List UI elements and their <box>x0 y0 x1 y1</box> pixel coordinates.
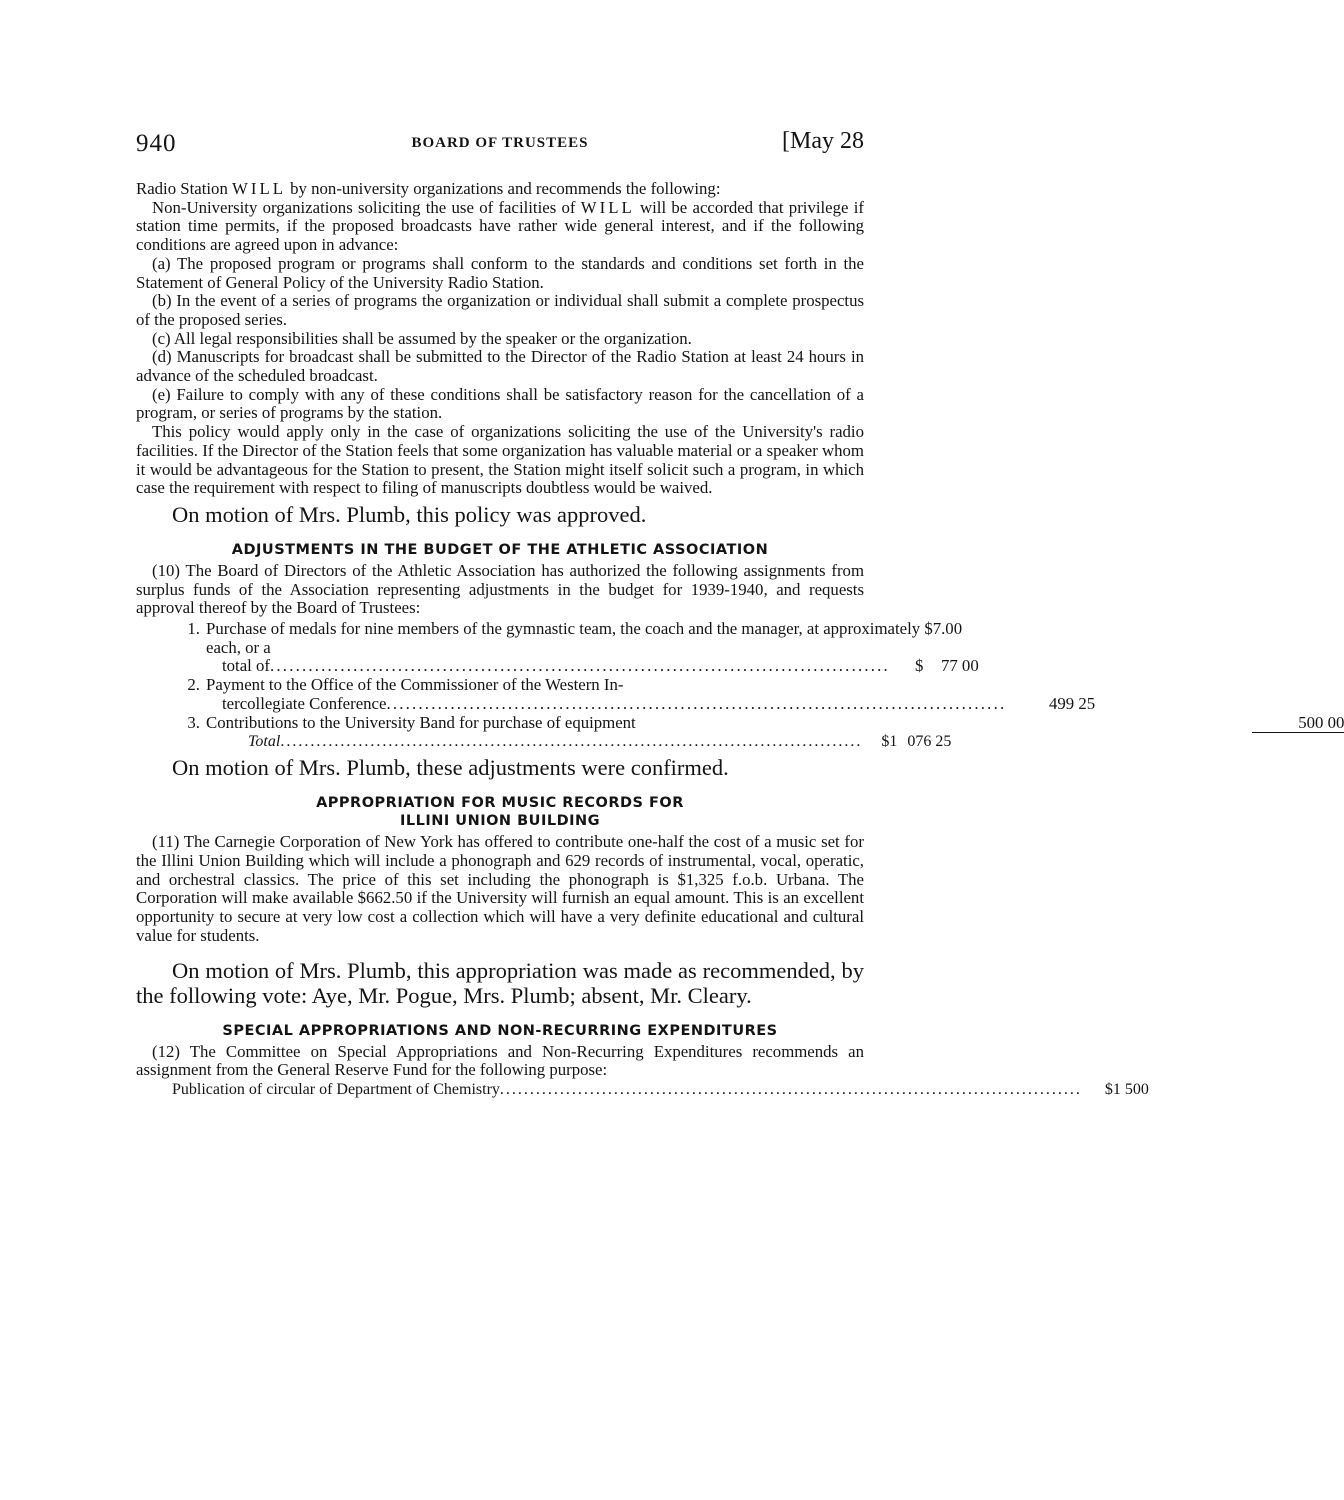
section-heading-athletic: ADJUSTMENTS IN THE BUDGET OF THE ATHLETIC ASSOCIATION <box>231 541 769 558</box>
condition-a: (a) The proposed program or programs shall conform to the standards and conditions set forth in the Statement of General Policy of the University Radio Station. <box>136 253 864 292</box>
leader-dots <box>280 733 859 751</box>
athletic-paragraph: (10) The Board of Directors of the Athletic Association has authorized the following assignments from surplus funds of the Association representing adjustments in the budget for 1939-1940, and requests approval thereof by the Board of Trustees: <box>136 560 864 618</box>
budget-item: 3. Contributions to the University Band for purchase of equipment 500 00 <box>187 712 1344 732</box>
policy-statement: Non-University organizations soliciting the use of facilities of WILL will be accorded that privilege if station time permits, if the proposed broadcasts have rather wide general interest, and if the following conditions are agreed upon in advance: <box>136 197 864 255</box>
intro-paragraph: Radio Station WILL by non-university organizations and recommends the following: <box>136 179 721 198</box>
budget-item: 2. Payment to the Office of the Commissioner of the Western In- tercollegiate Conference . . . 499 25 <box>136 676 864 713</box>
leader-dots <box>386 695 1003 714</box>
budget-items <box>136 619 1344 751</box>
motion-policy: On motion of Mrs. Plumb, this policy was approved. <box>172 501 647 527</box>
page-header <box>136 122 864 162</box>
motion-appropriation: On motion of Mrs. Plumb, this appropriation was made as recommended, by the following vote: Aye, Mr. Pogue, Mrs. Plumb; absent, Mr. Cleary. <box>136 957 864 1008</box>
amount: $ 77 00 <box>914 656 979 676</box>
condition-d: (d) Manuscripts for broadcast shall be submitted to the Director of the Radio Station at least 24 hours in advance of the scheduled broadcast. <box>136 347 864 386</box>
policy-note: This policy would apply only in the case of organizations soliciting the use of the University's radio facilities. If the Director of the Station feels that some organization has valuable material or a speaker whom it would be advantageous for the Station to present, the Station might itself solicit such a program, in which case the requirement with respect to filing of manuscripts doubtless would be waived. <box>136 422 864 498</box>
amount: 499 25 <box>1049 693 1096 713</box>
motion-adjustments: On motion of Mrs. Plumb, these adjustments were confirmed. <box>172 755 729 781</box>
special-item: Publication of circular of Department of Chemistry . . . $1 500 <box>136 1081 864 1099</box>
page-body <box>136 179 1344 1099</box>
condition-b: (b) In the event of a series of programs the organization or individual shall submit a complete prospectus of the proposed series. <box>136 291 864 329</box>
amount: $1 500 <box>1104 1080 1149 1098</box>
budget-item: 1. Purchase of medals for nine members of the gymnastic team, the coach and the manager, at approximately $7.00 each, or a total of . . . $ 77 00 <box>136 620 864 676</box>
document-page <box>136 122 1344 1099</box>
condition-c: (c) All legal responsibilities shall be assumed by the speaker or the organization. <box>152 328 692 348</box>
condition-e: (e) Failure to comply with any of these conditions shall be satisfactory reason for the cancellation of a program, or series of programs by the station. <box>136 384 864 423</box>
leader-dots <box>270 657 887 676</box>
call-sign: WILL <box>580 197 635 217</box>
section-heading-music: APPROPRIATION FOR MUSIC RECORDS FOR ILLINI UNION BUILDING <box>316 795 684 830</box>
budget-total: Total . . . $1 076 25 <box>136 733 864 751</box>
amount: 500 00 <box>1252 714 1344 734</box>
leader-dots <box>500 1081 1079 1099</box>
call-sign: WILL <box>232 179 286 198</box>
total-amount: $1 076 25 <box>881 733 952 751</box>
special-paragraph: (12) The Committee on Special Appropriations and Non-Recurring Expenditures recommends an assignment from the General Reserve Fund for the following purpose: <box>136 1041 864 1080</box>
page-number: 940 <box>136 130 177 157</box>
music-paragraph: (11) The Carnegie Corporation of New York has offered to contribute one-half the cost of a music set for the Illini Union Building which will include a phonograph and 629 records of instrumental, vocal, operatic, and orchestral classics. The price of this set including the phonograph is $1,325 f.o.b. Urbana. The Corporation will make available $662.50 if the University will furnish an equal amount. This is an excellent opportunity to secure at very low cost a collection which will have a very definite educational and cultural value for students. <box>136 832 864 945</box>
header-date: [May 28 <box>782 128 864 154</box>
section-heading-special: SPECIAL APPROPRIATIONS AND NON-RECURRING EXPENDITURES <box>222 1022 778 1039</box>
running-title: BOARD OF TRUSTEES <box>411 135 589 151</box>
